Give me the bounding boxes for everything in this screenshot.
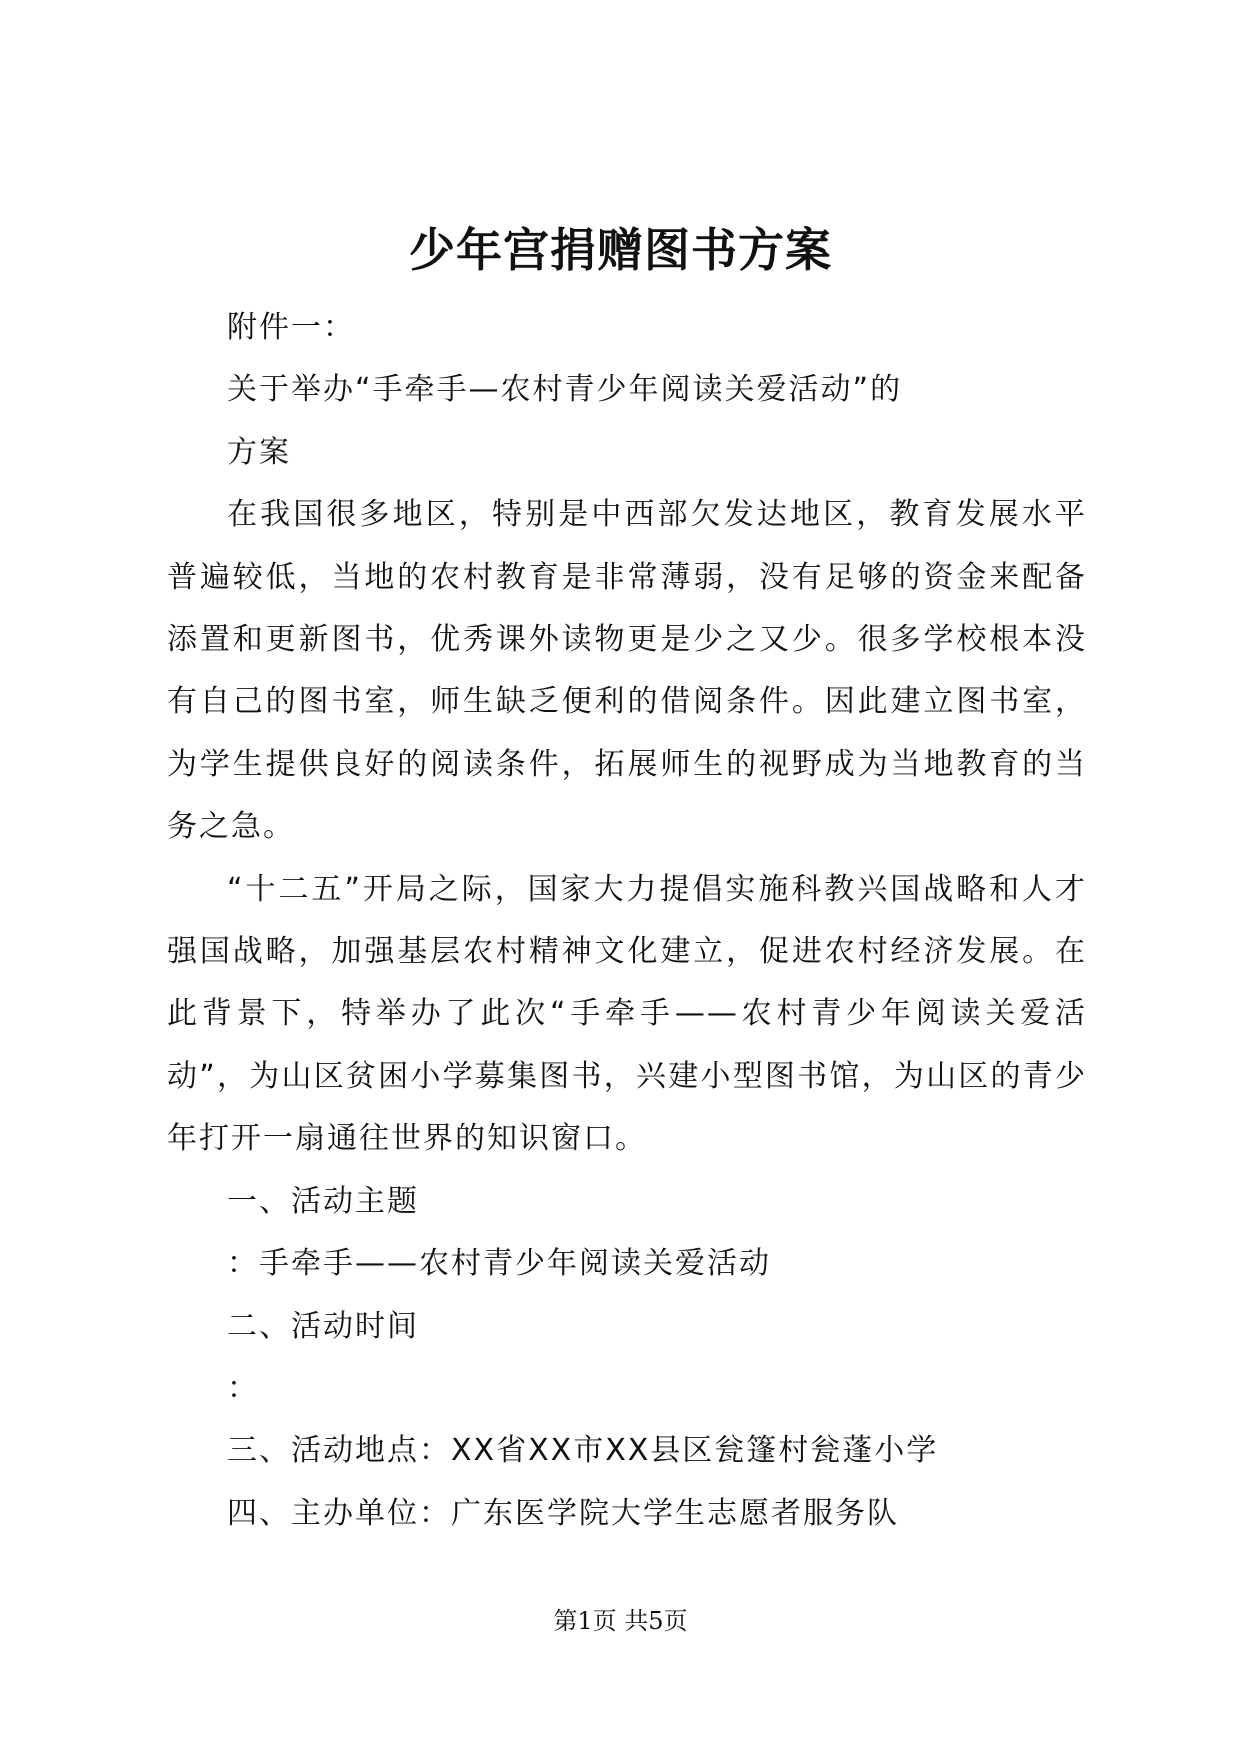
- heading-line-2: 方案: [227, 434, 291, 470]
- section-content: ：手牵手——农村青少年阅读关爱活动: [227, 1246, 771, 1282]
- body-paragraph: “十二五”开局之际，国家大力提倡实施科教兴国战略和人才强国战略，加强基层农村精神文化建立，促进农村经济发展。在此背景下，特举办了此次“手牵手——农村青少年阅读关爱活动”，为山区贫困小学募集图书，兴建小型图书馆，为山区的青少年打开一扇通往世界的知识窗口。: [167, 871, 1087, 1157]
- body-paragraph: 在我国很多地区，特别是中西部欠发达地区，教育发展水平普遍较低，当地的农村教育是非常薄弱，没有足够的资金来配备添置和更新图书，优秀课外读物更是少之又少。很多学校根本没有自己的图书室，师生缺乏便利的借阅条件。因此建立图书室，为学生提供良好的阅读条件，拓展师生的视野成为当地教育的当务之急。: [167, 497, 1087, 845]
- section-heading: 二、活动时间: [227, 1308, 419, 1344]
- document-body: [167, 297, 1087, 1545]
- section-heading: 一、活动主题: [227, 1183, 419, 1219]
- attachment-label: 附件一：: [227, 310, 355, 345]
- document-title: 少年宫捐赠图书方案: [409, 223, 832, 277]
- section-heading: 四、主办单位：广东医学院大学生志愿者服务队: [227, 1495, 899, 1531]
- heading-line-1: 关于举办“手牵手—农村青少年阅读关爱活动”的: [227, 372, 903, 408]
- page-number: 第1页 共5页: [553, 1607, 688, 1635]
- section-content: ：: [227, 1370, 259, 1406]
- section-heading: 三、活动地点：XX省XX市XX县区瓮篷村瓮蓬小学: [227, 1433, 939, 1469]
